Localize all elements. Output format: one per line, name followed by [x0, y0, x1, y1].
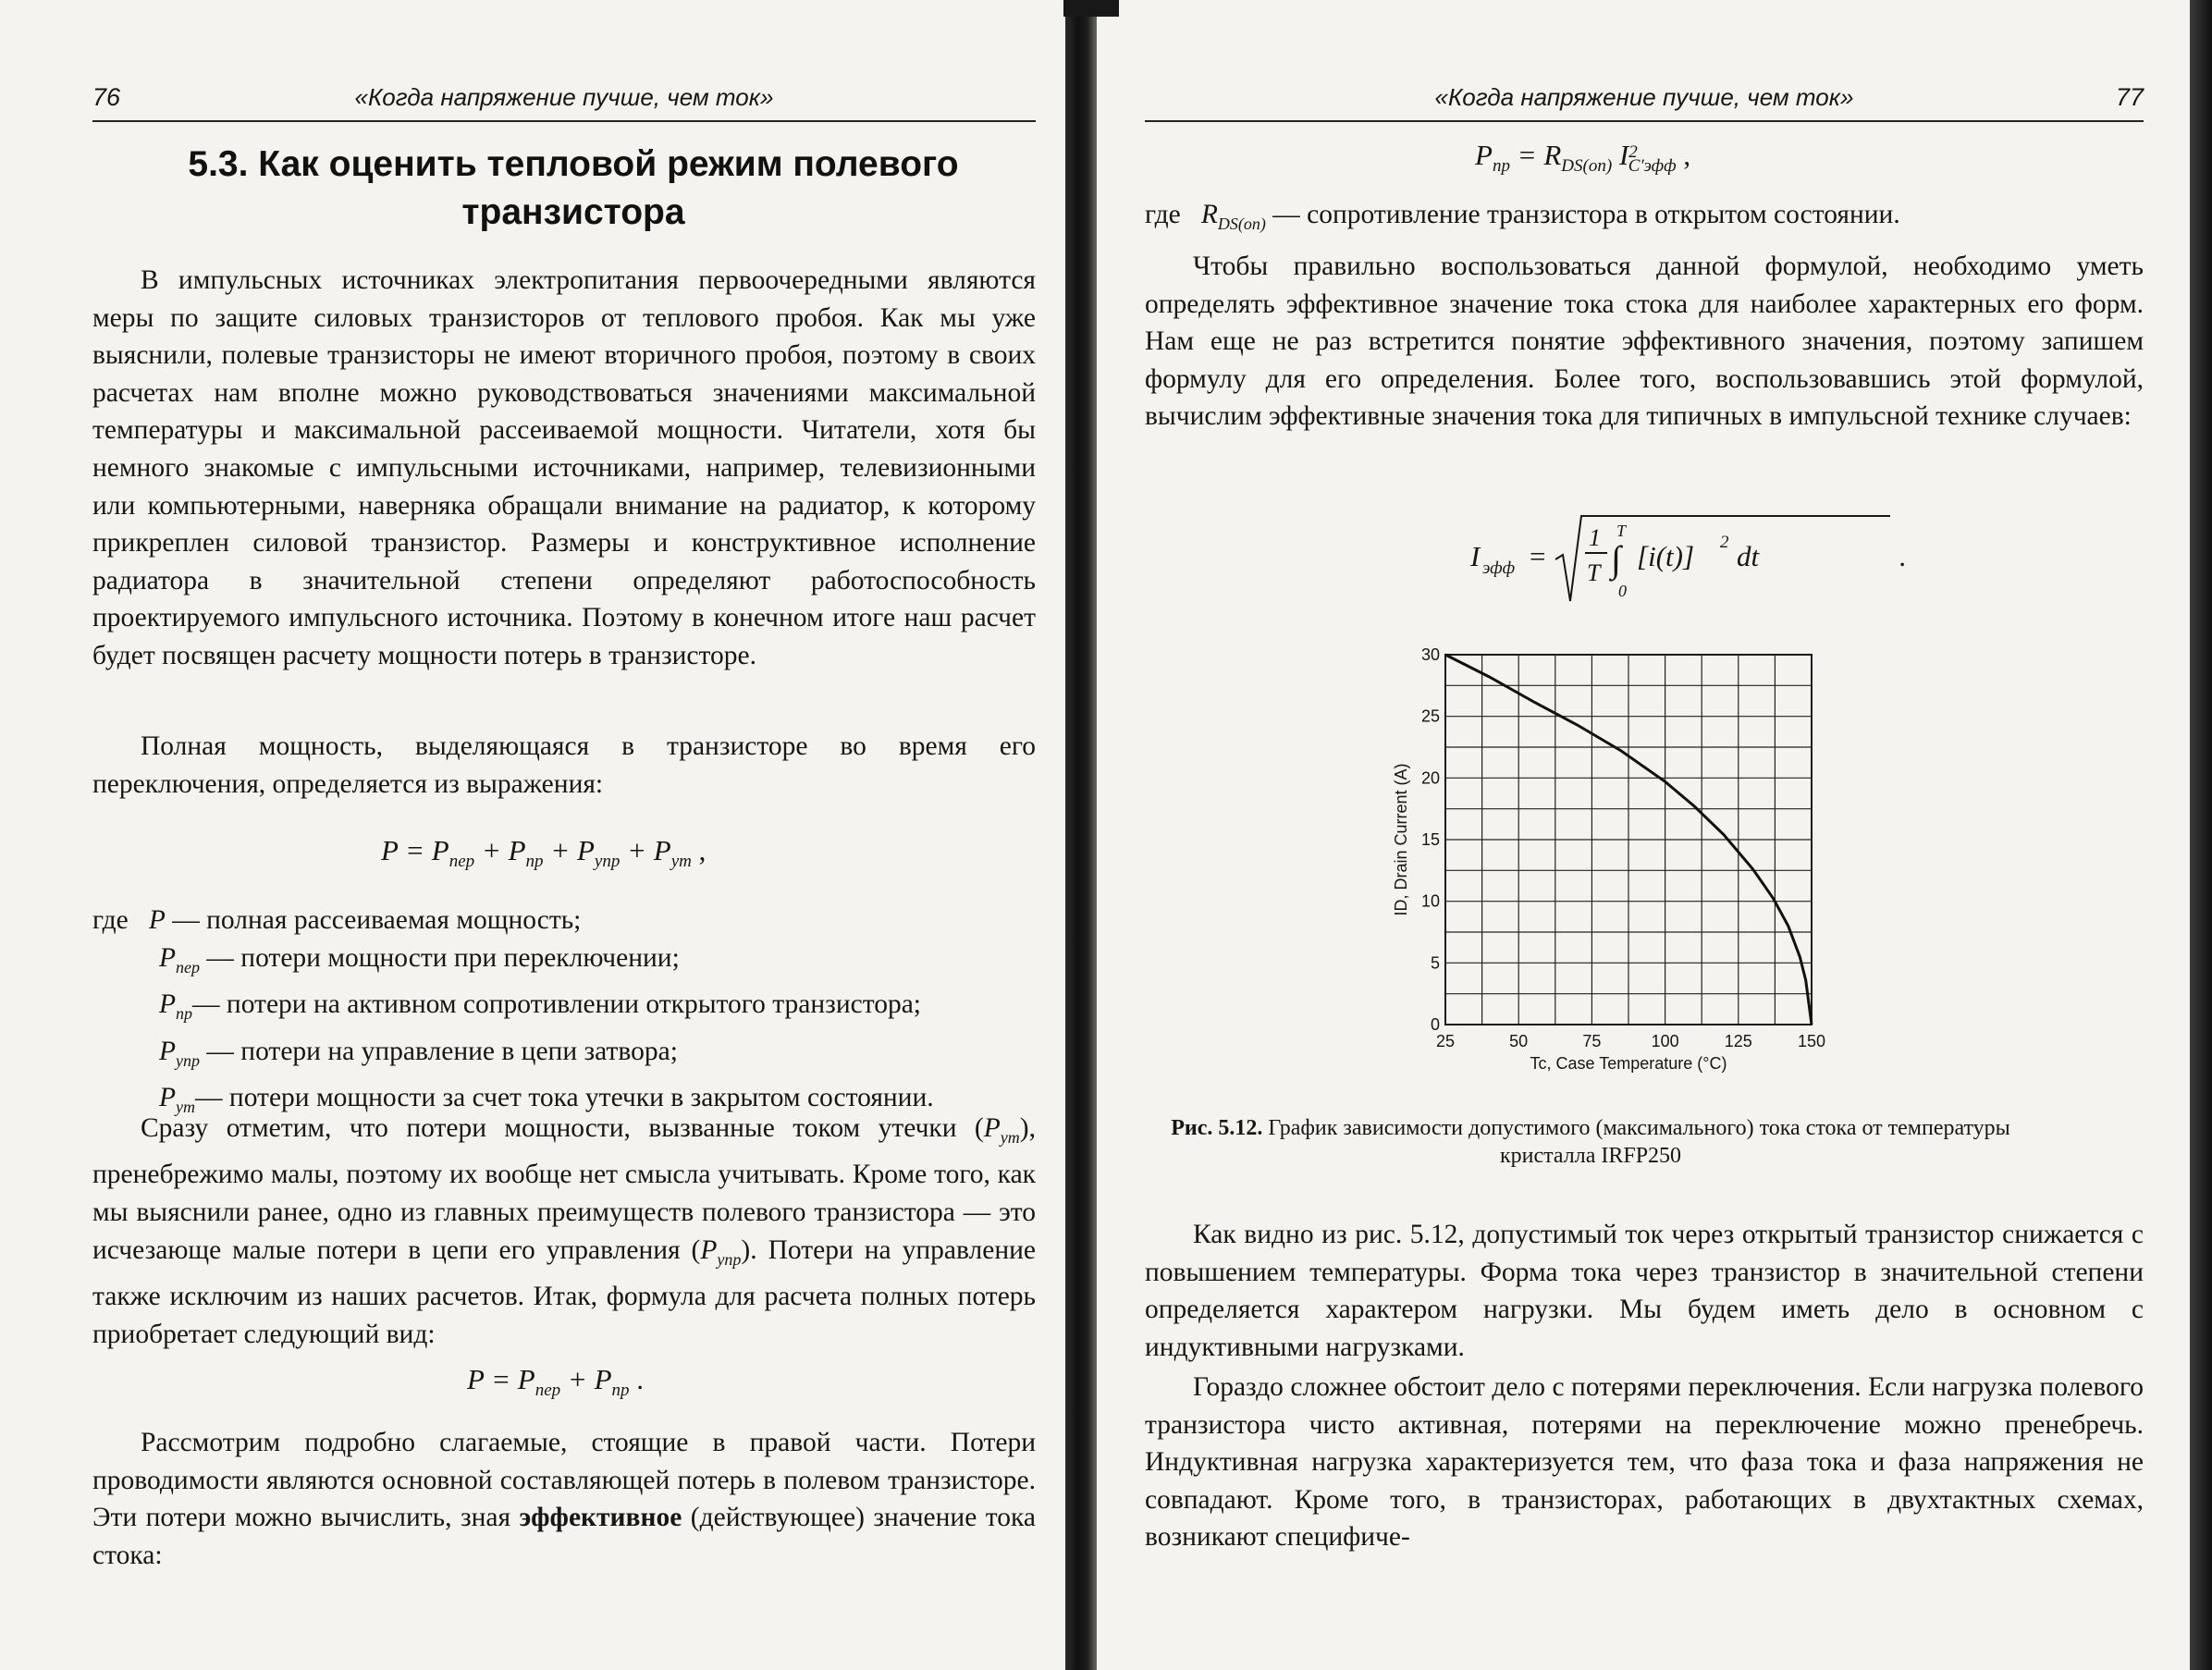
figure-label: Рис. 5.12.: [1171, 1116, 1263, 1140]
svg-text:[i(t)]: [i(t)]: [1637, 540, 1695, 572]
right-paragraph-2: Как видно из рис. 5.12, допустимый ток через открытый транзистор снижается с повышением температуры. Форма тока через транзистор в значительной степени определяется характером нагрузки. Мы будем иметь дело в основном с индуктивными нагрузками.: [1145, 1220, 2144, 1362]
formula-total-power: $P = P_{пер} + P_{пр} + P_{упр} + P_{ут}$ ,: [381, 834, 707, 872]
chart-grid: [1445, 655, 1812, 1025]
x-tick-label: 125: [1724, 1032, 1752, 1050]
definition-pper: $P_{пер}$ — потери мощности при переключении;: [159, 942, 680, 976]
right-running-title: «Когда напряжение пучше, чем ток»: [1434, 83, 1854, 111]
chart-y-axis-label: ID, Drain Current (A): [1392, 763, 1410, 916]
left-page-header: [92, 83, 1036, 122]
figure-5-12-chart: [1387, 647, 1831, 1091]
x-tick-label: 25: [1435, 1032, 1456, 1050]
drain-current-chart-svg: [1387, 647, 1831, 1091]
svg-text:dt: dt: [1737, 540, 1760, 572]
y-tick-label: 10: [1420, 891, 1440, 911]
svg-text:I: I: [1470, 540, 1481, 572]
svg-text:эфф: эфф: [1482, 559, 1516, 578]
y-tick-label: 0: [1430, 1015, 1440, 1034]
right-paragraph-3: Гораздо сложнее обстоит дело с потерями переключения. Если нагрузка полевого транзистора чисто активная, потерями на переключение можно пренебречь. Индуктивная нагрузка характеризуется тем, что фаза тока и фаза напряжения не совпадают. Кроме того, в транзисторах, работающих в двухтактных схемах, возникают специфиче-: [1145, 1372, 2144, 1553]
formula-simplified-power: $P = P_{пер} + P_{пр}$ .: [467, 1363, 645, 1401]
left-paragraph-2: Полная мощность, выделяющаяся в транзисторе во время его переключения, определяется из выражения:: [92, 731, 1036, 799]
x-tick-label: 150: [1797, 1032, 1826, 1050]
left-running-title: «Когда напряжение пучше, чем ток»: [354, 83, 774, 111]
figure-caption-text: График зависимости допустимого (максимального) тока стока от температуры кристалла IRFP250: [1268, 1116, 2010, 1168]
effective-current-formula-graphic: [1470, 509, 1951, 610]
svg-text:=: =: [1528, 540, 1547, 572]
chart-x-axis-label: Tc, Case Temperature (°C): [1530, 1054, 1727, 1073]
definition-p: где P — полная рассеиваемая мощность;: [92, 905, 582, 935]
rds-definition: где $R_{DS(on)}$ — сопротивление транзистора в открытом состоянии.: [1145, 200, 1900, 233]
left-paragraph-3: Сразу отметим, что потери мощности, вызванные током утечки $(P_{ут})$, пренебрежимо малы, поэтому их вообще нет смысла учитывать. Кроме того, как мы выяснили ранее, одно из главных преимуществ полевого транзистора — это исчезающе малые потери в цепи его управления $(P_{упр})$. Потери на управление также исключим из наших расчетов. Итак, формула для расчета полных потерь приобретает следующий вид:: [92, 1113, 1037, 1349]
svg-text:T: T: [1616, 522, 1627, 540]
x-tick-label: 50: [1509, 1032, 1529, 1050]
left-paragraph-4: Рассмотрим подробно слагаемые, стоящие в правой части. Потери проводимости являются основной составляющей потерь в полевом транзисторе. Эти потери можно вычислить, зная эффективное (действующее) значение тока стока:: [92, 1428, 1037, 1570]
x-tick-label: 75: [1582, 1032, 1602, 1050]
power-definition-list: [92, 902, 934, 1126]
x-tick-label: 100: [1651, 1032, 1679, 1050]
y-tick-label: 30: [1420, 647, 1440, 664]
y-tick-label: 5: [1430, 953, 1440, 973]
svg-text:∫: ∫: [1611, 538, 1621, 580]
y-tick-label: 15: [1420, 830, 1440, 849]
y-tick-label: 25: [1420, 706, 1440, 726]
right-page-header: [1145, 83, 2144, 122]
right-page-edge: [2190, 0, 2212, 1670]
svg-text:.: .: [1899, 540, 1907, 572]
left-page: [0, 0, 1073, 1670]
svg-text:0: 0: [1618, 582, 1627, 600]
formula-conduction-loss: $P_{пр} = R_{DS(on)}$ $I^2_{C'эфф}$ ,: [1475, 139, 1691, 177]
definition-pupr: $P_{упр}$ — потери на управление в цепи затвора;: [159, 1036, 678, 1070]
section-title: 5.3. Как оценить тепловой режим полевого транзистора: [188, 144, 959, 232]
svg-text:2: 2: [1720, 533, 1729, 552]
svg-text:T: T: [1587, 559, 1601, 586]
right-paragraph-1: Чтобы правильно воспользоваться данной формулой, необходимо уметь определять эффективное значение тока стока для наиболее характерных его форм. Нам еще не раз встретится понятие эффективного значения, поэтому запишем формулу для его определения. Более того, воспользовавшись этой формулой, вычислим эффективные значения тока для типичных в импульсной технике случаев:: [1145, 252, 2144, 432]
left-page-number: 76: [92, 83, 121, 111]
definition-pyt: $P_{ут}—$ потери мощности за счет тока утечки в закрытом состоянии.: [159, 1083, 934, 1116]
right-page-number: 77: [2115, 83, 2144, 111]
figure-caption: [1147, 1114, 2034, 1170]
svg-text:1: 1: [1589, 524, 1601, 551]
formula-effective-current: [1470, 509, 1951, 610]
definition-ppr: $P_{пр}—$ потери на активном сопротивлении открытого транзистора;: [159, 989, 921, 1023]
left-paragraph-1: В импульсных источниках электропитания первоочередными являются меры по защите силовых транзисторов от теплового пробоя. Как мы уже выяснили, полевые транзисторы не имеют вторичного пробоя, поэтому в своих расчетах нам вполне можно руководствоваться значениями максимальной температуры и максимальной рассеиваемой мощности. Читатели, хотя бы немного знакомые с импульсными источниками, например, телевизионными или компьютерными, наверняка обращали внимание на радиатор, к которому прикреплен силовой транзистор. Размеры и конструктивное исполнение радиатора в значительной степени определяют работоспособность проектируемого импульсного источника. Поэтому в конечном итоге наш расчет будет посвящен расчету мощности потерь в транзисторе.: [92, 265, 1036, 670]
y-tick-label: 20: [1420, 768, 1440, 788]
